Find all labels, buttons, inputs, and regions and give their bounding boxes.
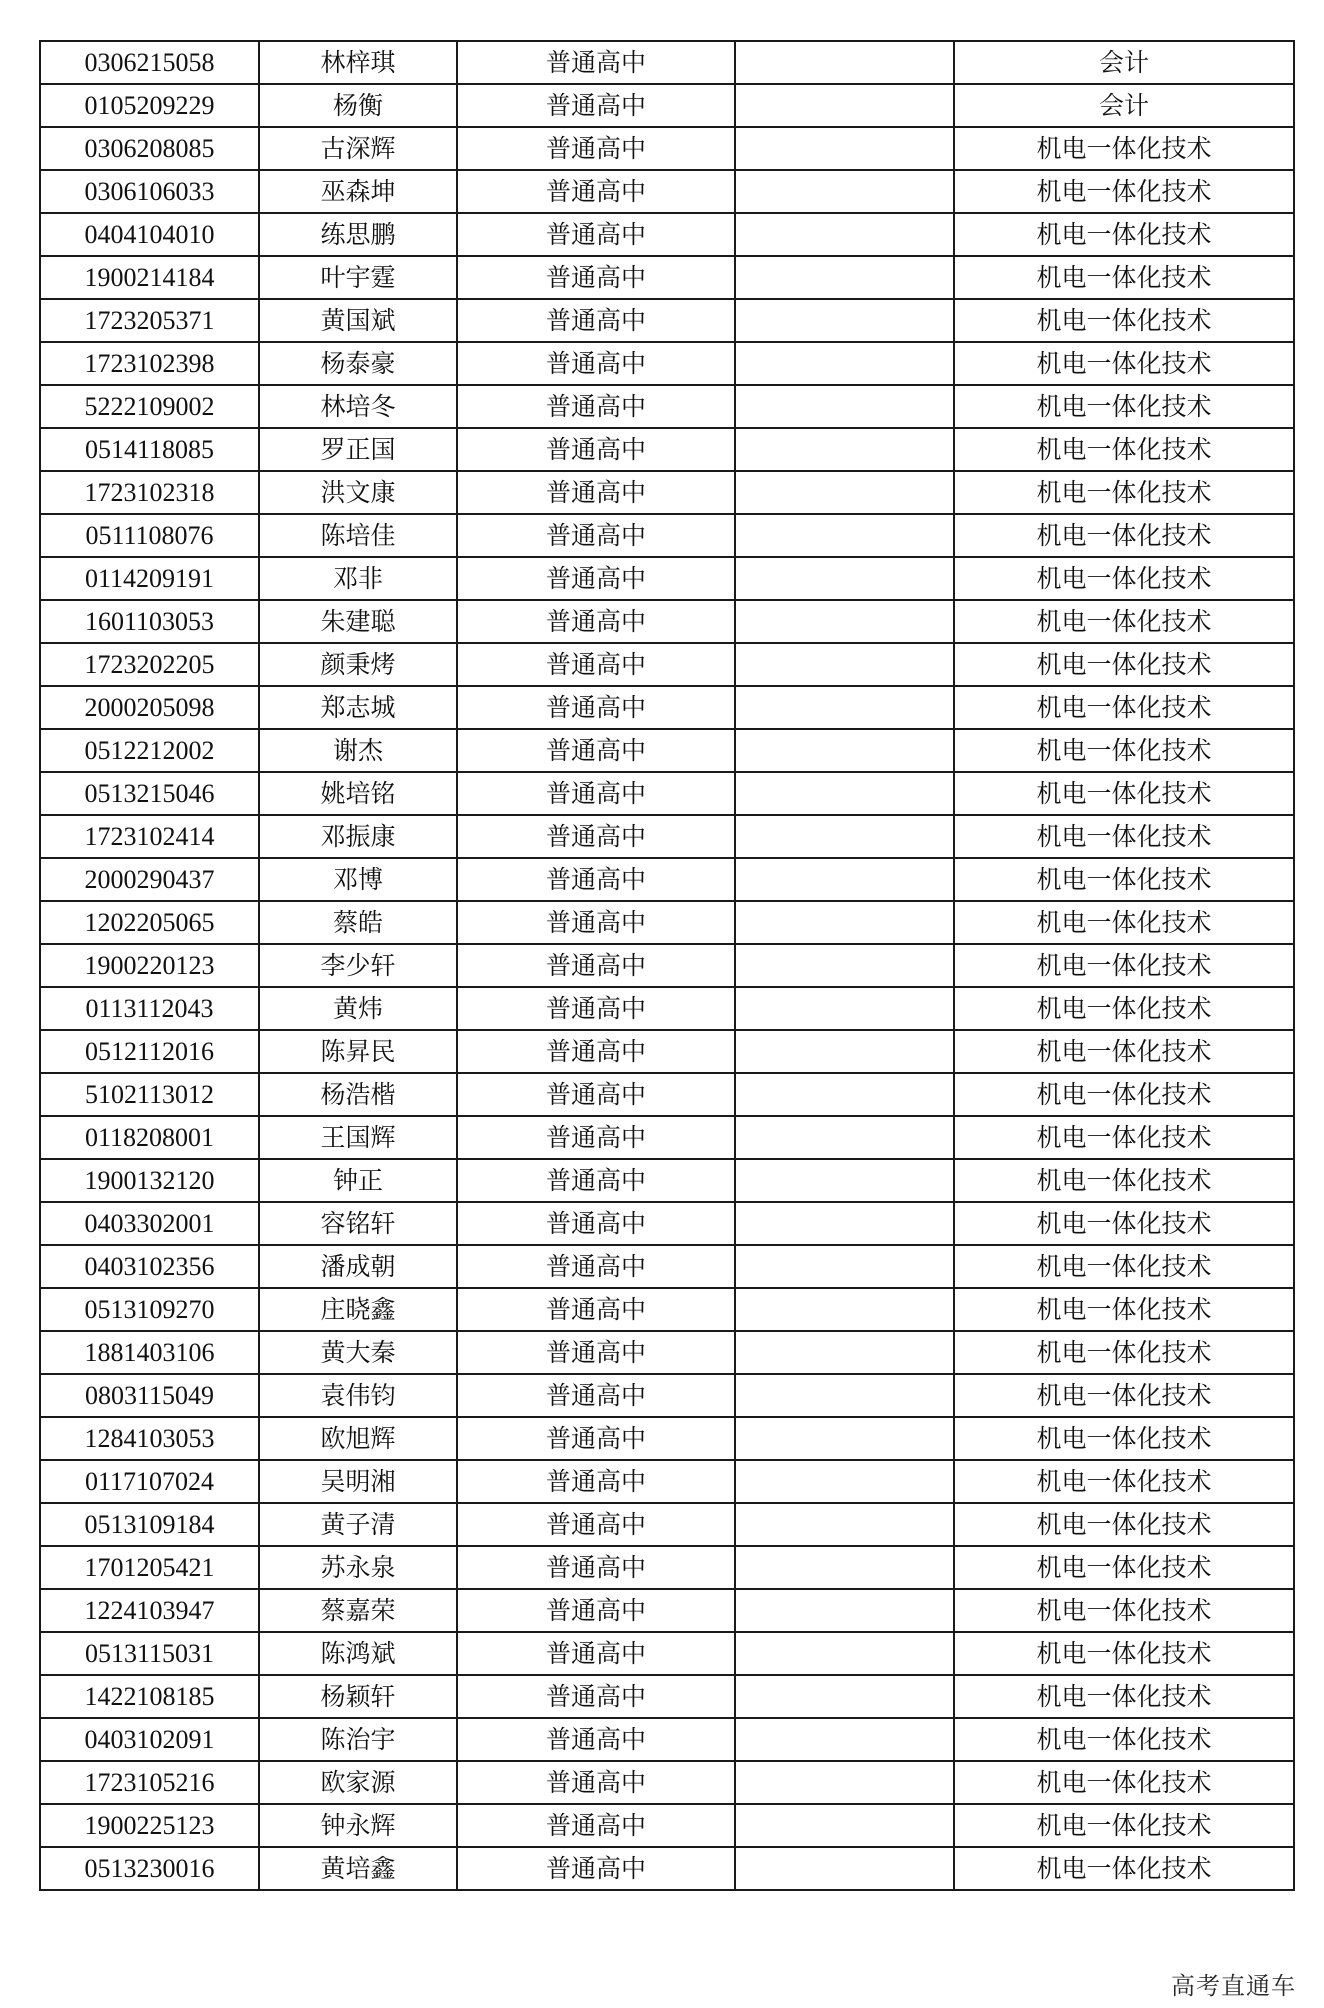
student-name-cell: 黄炜 [259,987,457,1030]
blank-cell [735,772,954,815]
blank-cell [735,1030,954,1073]
major-cell: 机电一体化技术 [954,514,1294,557]
school-type-cell: 普通高中 [457,299,735,342]
major-cell: 机电一体化技术 [954,1159,1294,1202]
student-name-cell: 邓振康 [259,815,457,858]
exam-number-cell: 0114209191 [40,557,259,600]
table-row [40,643,1294,686]
blank-cell [735,987,954,1030]
student-name-cell: 杨衡 [259,84,457,127]
student-name-cell: 邓博 [259,858,457,901]
major-cell: 机电一体化技术 [954,170,1294,213]
major-cell: 机电一体化技术 [954,127,1294,170]
student-name-cell: 杨泰豪 [259,342,457,385]
exam-number-cell: 2000205098 [40,686,259,729]
blank-cell [735,1374,954,1417]
major-cell: 机电一体化技术 [954,686,1294,729]
table-row [40,1503,1294,1546]
table-row [40,299,1294,342]
table-row [40,127,1294,170]
exam-number-cell: 0306215058 [40,41,259,84]
blank-cell [735,428,954,471]
table-row [40,1417,1294,1460]
blank-cell [735,41,954,84]
table-row [40,41,1294,84]
major-cell: 机电一体化技术 [954,858,1294,901]
school-type-cell: 普通高中 [457,1804,735,1847]
table-row [40,1374,1294,1417]
school-type-cell: 普通高中 [457,342,735,385]
major-cell: 机电一体化技术 [954,299,1294,342]
student-name-cell: 黄大秦 [259,1331,457,1374]
blank-cell [735,84,954,127]
blank-cell [735,1073,954,1116]
school-type-cell: 普通高中 [457,471,735,514]
exam-number-cell: 0118208001 [40,1116,259,1159]
major-cell: 机电一体化技术 [954,1331,1294,1374]
student-name-cell: 黄国斌 [259,299,457,342]
school-type-cell: 普通高中 [457,1503,735,1546]
student-name-cell: 苏永泉 [259,1546,457,1589]
major-cell: 机电一体化技术 [954,1374,1294,1417]
exam-number-cell: 0113112043 [40,987,259,1030]
student-name-cell: 杨颖轩 [259,1675,457,1718]
table-row [40,170,1294,213]
blank-cell [735,600,954,643]
student-name-cell: 姚培铭 [259,772,457,815]
table-row [40,428,1294,471]
exam-number-cell: 0306208085 [40,127,259,170]
student-name-cell: 练思鹏 [259,213,457,256]
table-row [40,944,1294,987]
exam-number-cell: 0403302001 [40,1202,259,1245]
school-type-cell: 普通高中 [457,1460,735,1503]
school-type-cell: 普通高中 [457,1847,735,1890]
student-name-cell: 庄晓鑫 [259,1288,457,1331]
exam-number-cell: 2000290437 [40,858,259,901]
exam-number-cell: 1284103053 [40,1417,259,1460]
exam-number-cell: 0513215046 [40,772,259,815]
table-row [40,815,1294,858]
major-cell: 机电一体化技术 [954,600,1294,643]
major-cell: 机电一体化技术 [954,213,1294,256]
school-type-cell: 普通高中 [457,428,735,471]
student-name-cell: 巫森坤 [259,170,457,213]
school-type-cell: 普通高中 [457,1030,735,1073]
school-type-cell: 普通高中 [457,1546,735,1589]
exam-number-cell: 1900214184 [40,256,259,299]
student-name-cell: 林培冬 [259,385,457,428]
school-type-cell: 普通高中 [457,987,735,1030]
student-name-cell: 欧家源 [259,1761,457,1804]
table-row [40,1030,1294,1073]
table-row [40,1331,1294,1374]
table-row [40,342,1294,385]
blank-cell [735,901,954,944]
exam-number-cell: 1900220123 [40,944,259,987]
exam-number-cell: 1723102414 [40,815,259,858]
admission-list-table [39,40,1295,1891]
student-name-cell: 杨浩楷 [259,1073,457,1116]
student-name-cell: 陈鸿斌 [259,1632,457,1675]
blank-cell [735,342,954,385]
table-row [40,1116,1294,1159]
blank-cell [735,729,954,772]
blank-cell [735,127,954,170]
student-name-cell: 郑志城 [259,686,457,729]
school-type-cell: 普通高中 [457,514,735,557]
student-name-cell: 谢杰 [259,729,457,772]
table-row [40,686,1294,729]
table-row [40,1288,1294,1331]
student-name-cell: 叶宇霆 [259,256,457,299]
school-type-cell: 普通高中 [457,1374,735,1417]
exam-number-cell: 0403102356 [40,1245,259,1288]
school-type-cell: 普通高中 [457,41,735,84]
major-cell: 机电一体化技术 [954,471,1294,514]
blank-cell [735,1632,954,1675]
exam-number-cell: 1900225123 [40,1804,259,1847]
blank-cell [735,1331,954,1374]
major-cell: 机电一体化技术 [954,1116,1294,1159]
major-cell: 机电一体化技术 [954,1847,1294,1890]
school-type-cell: 普通高中 [457,1761,735,1804]
table-row [40,600,1294,643]
school-type-cell: 普通高中 [457,1159,735,1202]
exam-number-cell: 0306106033 [40,170,259,213]
school-type-cell: 普通高中 [457,213,735,256]
major-cell: 机电一体化技术 [954,1761,1294,1804]
student-name-cell: 潘成朝 [259,1245,457,1288]
exam-number-cell: 1723105216 [40,1761,259,1804]
school-type-cell: 普通高中 [457,385,735,428]
blank-cell [735,1804,954,1847]
student-name-cell: 陈培佳 [259,514,457,557]
exam-number-cell: 1881403106 [40,1331,259,1374]
table-row [40,256,1294,299]
blank-cell [735,643,954,686]
blank-cell [735,1546,954,1589]
blank-cell [735,1202,954,1245]
school-type-cell: 普通高中 [457,1331,735,1374]
table-row [40,1546,1294,1589]
table-row [40,772,1294,815]
table-row [40,1632,1294,1675]
blank-cell [735,1288,954,1331]
blank-cell [735,385,954,428]
school-type-cell: 普通高中 [457,1589,735,1632]
exam-number-cell: 0512112016 [40,1030,259,1073]
table-row [40,1245,1294,1288]
exam-number-cell: 0513109270 [40,1288,259,1331]
student-name-cell: 陈昇民 [259,1030,457,1073]
major-cell: 机电一体化技术 [954,1202,1294,1245]
blank-cell [735,299,954,342]
blank-cell [735,1589,954,1632]
exam-number-cell: 0117107024 [40,1460,259,1503]
major-cell: 机电一体化技术 [954,1718,1294,1761]
major-cell: 会计 [954,41,1294,84]
major-cell: 机电一体化技术 [954,1030,1294,1073]
blank-cell [735,1503,954,1546]
table-row [40,557,1294,600]
blank-cell [735,944,954,987]
school-type-cell: 普通高中 [457,1202,735,1245]
school-type-cell: 普通高中 [457,729,735,772]
blank-cell [735,1847,954,1890]
watermark-text: 高考直通车 [1171,1972,1296,2000]
blank-cell [735,256,954,299]
school-type-cell: 普通高中 [457,643,735,686]
major-cell: 机电一体化技术 [954,987,1294,1030]
major-cell: 机电一体化技术 [954,1503,1294,1546]
school-type-cell: 普通高中 [457,1073,735,1116]
student-name-cell: 黄培鑫 [259,1847,457,1890]
blank-cell [735,858,954,901]
school-type-cell: 普通高中 [457,170,735,213]
student-name-cell: 王国辉 [259,1116,457,1159]
school-type-cell: 普通高中 [457,901,735,944]
table-row [40,1675,1294,1718]
major-cell: 机电一体化技术 [954,342,1294,385]
blank-cell [735,471,954,514]
exam-number-cell: 5222109002 [40,385,259,428]
school-type-cell: 普通高中 [457,84,735,127]
exam-number-cell: 0403102091 [40,1718,259,1761]
exam-number-cell: 1422108185 [40,1675,259,1718]
student-name-cell: 罗正国 [259,428,457,471]
exam-number-cell: 1723202205 [40,643,259,686]
exam-number-cell: 1723102398 [40,342,259,385]
student-name-cell: 朱建聪 [259,600,457,643]
exam-number-cell: 5102113012 [40,1073,259,1116]
major-cell: 机电一体化技术 [954,815,1294,858]
school-type-cell: 普通高中 [457,600,735,643]
school-type-cell: 普通高中 [457,1245,735,1288]
major-cell: 机电一体化技术 [954,1589,1294,1632]
table-row [40,213,1294,256]
major-cell: 机电一体化技术 [954,643,1294,686]
exam-number-cell: 0513115031 [40,1632,259,1675]
major-cell: 机电一体化技术 [954,256,1294,299]
exam-number-cell: 0105209229 [40,84,259,127]
exam-number-cell: 1723102318 [40,471,259,514]
major-cell: 机电一体化技术 [954,1632,1294,1675]
school-type-cell: 普通高中 [457,772,735,815]
major-cell: 机电一体化技术 [954,1417,1294,1460]
school-type-cell: 普通高中 [457,1718,735,1761]
table-row [40,858,1294,901]
table-row [40,514,1294,557]
table-row [40,901,1294,944]
exam-number-cell: 1701205421 [40,1546,259,1589]
school-type-cell: 普通高中 [457,944,735,987]
table-row [40,1073,1294,1116]
exam-number-cell: 1723205371 [40,299,259,342]
major-cell: 机电一体化技术 [954,1288,1294,1331]
student-name-cell: 陈治宇 [259,1718,457,1761]
student-name-cell: 蔡嘉荣 [259,1589,457,1632]
school-type-cell: 普通高中 [457,686,735,729]
major-cell: 机电一体化技术 [954,1245,1294,1288]
major-cell: 会计 [954,84,1294,127]
blank-cell [735,213,954,256]
major-cell: 机电一体化技术 [954,1073,1294,1116]
school-type-cell: 普通高中 [457,1116,735,1159]
student-name-cell: 吴明湘 [259,1460,457,1503]
student-name-cell: 容铭轩 [259,1202,457,1245]
table-row [40,1761,1294,1804]
student-name-cell: 欧旭辉 [259,1417,457,1460]
student-name-cell: 黄子清 [259,1503,457,1546]
table-row [40,1589,1294,1632]
student-name-cell: 蔡皓 [259,901,457,944]
table-row [40,385,1294,428]
table-row [40,729,1294,772]
exam-number-cell: 1601103053 [40,600,259,643]
school-type-cell: 普通高中 [457,1632,735,1675]
table-row [40,987,1294,1030]
blank-cell [735,1116,954,1159]
blank-cell [735,1761,954,1804]
major-cell: 机电一体化技术 [954,1546,1294,1589]
major-cell: 机电一体化技术 [954,729,1294,772]
blank-cell [735,686,954,729]
student-name-cell: 钟永辉 [259,1804,457,1847]
major-cell: 机电一体化技术 [954,944,1294,987]
table-row [40,1159,1294,1202]
exam-number-cell: 1900132120 [40,1159,259,1202]
blank-cell [735,1159,954,1202]
blank-cell [735,1675,954,1718]
exam-number-cell: 0512212002 [40,729,259,772]
school-type-cell: 普通高中 [457,858,735,901]
exam-number-cell: 0404104010 [40,213,259,256]
major-cell: 机电一体化技术 [954,1804,1294,1847]
table-row [40,84,1294,127]
exam-number-cell: 1224103947 [40,1589,259,1632]
student-name-cell: 林梓琪 [259,41,457,84]
major-cell: 机电一体化技术 [954,772,1294,815]
school-type-cell: 普通高中 [457,557,735,600]
table-row [40,1718,1294,1761]
exam-number-cell: 0514118085 [40,428,259,471]
exam-number-cell: 1202205065 [40,901,259,944]
major-cell: 机电一体化技术 [954,557,1294,600]
student-name-cell: 袁伟钧 [259,1374,457,1417]
student-name-cell: 邓非 [259,557,457,600]
exam-number-cell: 0511108076 [40,514,259,557]
blank-cell [735,1460,954,1503]
table-row [40,1847,1294,1890]
student-name-cell: 李少轩 [259,944,457,987]
table-body [40,41,1294,1890]
table-row [40,1460,1294,1503]
school-type-cell: 普通高中 [457,127,735,170]
exam-number-cell: 0513109184 [40,1503,259,1546]
school-type-cell: 普通高中 [457,815,735,858]
exam-number-cell: 0513230016 [40,1847,259,1890]
blank-cell [735,1245,954,1288]
student-name-cell: 古深辉 [259,127,457,170]
major-cell: 机电一体化技术 [954,428,1294,471]
school-type-cell: 普通高中 [457,1675,735,1718]
school-type-cell: 普通高中 [457,1417,735,1460]
major-cell: 机电一体化技术 [954,385,1294,428]
blank-cell [735,1417,954,1460]
major-cell: 机电一体化技术 [954,901,1294,944]
blank-cell [735,1718,954,1761]
blank-cell [735,815,954,858]
table-row [40,471,1294,514]
blank-cell [735,557,954,600]
school-type-cell: 普通高中 [457,1288,735,1331]
table-row [40,1804,1294,1847]
blank-cell [735,514,954,557]
major-cell: 机电一体化技术 [954,1675,1294,1718]
school-type-cell: 普通高中 [457,256,735,299]
blank-cell [735,170,954,213]
student-name-cell: 洪文康 [259,471,457,514]
major-cell: 机电一体化技术 [954,1460,1294,1503]
student-name-cell: 颜秉烤 [259,643,457,686]
table-row [40,1202,1294,1245]
student-name-cell: 钟正 [259,1159,457,1202]
exam-number-cell: 0803115049 [40,1374,259,1417]
